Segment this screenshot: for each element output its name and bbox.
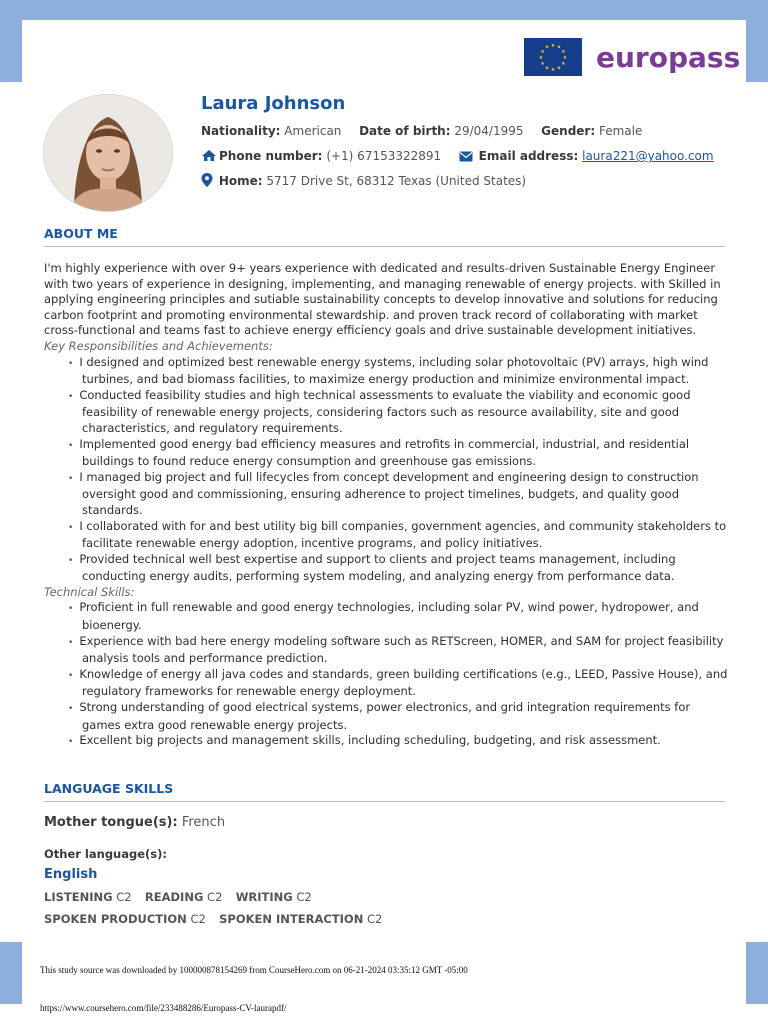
writing-label: WRITING [235, 890, 293, 904]
download-notice: This study source was downloaded by 100000878154269 from CourseHero.com on 06-21-2024 03:35:12 GMT -05:00 [40, 965, 468, 975]
list-item: • Excellent big projects and management skills, including scheduling, budgeting, and risk assessment. [44, 733, 729, 751]
spoken-production-level: C2 [190, 912, 206, 926]
left-frame-bar [0, 0, 22, 82]
eu-star: ★ [540, 61, 545, 67]
reading-label: READING [144, 890, 204, 904]
about-divider [44, 246, 725, 247]
home-value: 5717 Drive St, 68312 Texas (United States) [266, 174, 527, 188]
email-icon [459, 151, 473, 165]
skills-heading: Technical Skills: [44, 584, 135, 599]
language-name: English [44, 867, 98, 882]
eu-star: ★ [540, 49, 545, 55]
eu-flag-icon [524, 38, 582, 76]
phone-label: Phone number: [219, 149, 323, 163]
dob-value: 29/04/1995 [454, 124, 524, 138]
dob-label: Date of birth: [359, 124, 451, 138]
list-item: • Implemented good energy bad efficiency measures and retrofits in commercial, industrial, and residential buildings to found reduce energy consumption and greenhouse gas emissions. [44, 437, 729, 470]
list-item: • I managed big project and full lifecycles from concept development and engineering design to construction oversight good and commissioning, ensuring adherence to project timelines, budgets, and quality good standards. [44, 470, 729, 519]
email-label: Email address: [478, 149, 579, 163]
about-intro: I'm highly experience with over 9+ years experience with dedicated and results-driven Sustainable Energy Engineer with two years of experience in designing, implementing, and managing renewable of energy projects. with Skilled in applying engineering principles and sutiable sustainability concepts to develop innovative and solutions for reducing carbon footprint and promoting environmental stewardship. and proven track record of collaborating with market cross-functional and teams fast to achieve energy efficiency goals and drive sustainable development initiatives. [44, 261, 721, 338]
mother-tongue-value: French [181, 815, 226, 830]
eu-stars [524, 38, 582, 76]
eu-star: ★ [561, 61, 566, 67]
reading-level: C2 [207, 890, 223, 904]
mother-tongue [44, 815, 225, 830]
email-link[interactable]: laura221@yahoo.com [582, 149, 714, 163]
nationality-value: American [284, 124, 342, 138]
candidate-name: Laura Johnson [201, 93, 346, 114]
list-item: • Knowledge of energy all java codes and standards, green building certifications (e.g., LEED, Passive House), and regulatory frameworks for renewable energy deployment. [44, 667, 729, 700]
eu-star: ★ [556, 44, 562, 51]
listening-level: C2 [116, 890, 132, 904]
eu-star: ★ [556, 65, 562, 72]
eu-star: ★ [550, 43, 556, 49]
home-phone-icon [201, 149, 217, 165]
eu-star: ★ [538, 55, 544, 61]
personal-details-line [201, 124, 642, 138]
skills-list [44, 600, 729, 750]
eu-star: ★ [561, 49, 566, 55]
language-section-title: LANGUAGE SKILLS [44, 781, 174, 796]
about-section-title: ABOUT ME [44, 226, 118, 241]
eu-star: ★ [562, 55, 568, 61]
list-item: • I collaborated with for and best utility big bill companies, government agencies, and community stakeholders to facilitate renewable energy adoption, incentive programs, and policy initiatives. [44, 519, 729, 552]
list-item: • I designed and optimized best renewable energy systems, including solar photovoltaic (PV) arrays, high wind turbines, and bad biomass facilities, to maximize energy production and minimize environmental impact. [44, 355, 729, 388]
gender-label: Gender: [541, 124, 596, 138]
list-item: • Provided technical well best expertise and support to clients and project teams management, including conducting energy audits, performing system modeling, and analyzing energy from performance data. [44, 552, 729, 585]
europass-logo [524, 38, 740, 76]
spoken-interaction-level: C2 [367, 912, 383, 926]
responsibilities-heading: Key Responsibilities and Achievements: [44, 338, 273, 353]
profile-photo [43, 94, 173, 212]
right-frame-bar [746, 0, 768, 82]
mother-tongue-label: Mother tongue(s): [44, 815, 178, 830]
writing-level: C2 [296, 890, 312, 904]
phone-value: (+1) 67153322891 [326, 149, 442, 163]
location-pin-icon [201, 173, 213, 190]
spoken-production-label: SPOKEN PRODUCTION [44, 912, 187, 926]
nationality-label: Nationality: [201, 124, 281, 138]
language-levels-row [44, 890, 312, 904]
language-spoken-row [44, 912, 382, 926]
responsibilities-list [44, 355, 729, 585]
europass-wordmark: europass [596, 40, 741, 74]
top-frame-strip [0, 0, 768, 20]
other-languages-label: Other language(s): [44, 847, 167, 861]
home-label: Home: [218, 174, 263, 188]
contact-line [201, 149, 714, 165]
language-divider [44, 801, 725, 802]
gender-value: Female [598, 124, 643, 138]
about-body [44, 261, 729, 751]
address-line [201, 173, 526, 190]
spoken-interaction-label: SPOKEN INTERACTION [219, 912, 364, 926]
eu-star: ★ [544, 65, 550, 72]
listening-label: LISTENING [44, 890, 113, 904]
list-item: • Experience with bad here energy modeling software such as RETScreen, HOMER, and SAM for project feasibility analysis tools and performance prediction. [44, 634, 729, 667]
list-item: • Conducted feasibility studies and high technical assessments to evaluate the viability and economic good feasibility of renewable energy projects, considering factors such as resource availability, site and good characteristics, and regulatory requirements. [44, 388, 729, 437]
list-item: • Proficient in full renewable and good energy technologies, including solar PV, wind power, hydropower, and bioenergy. [44, 600, 729, 633]
source-url[interactable]: https://www.coursehero.com/file/233488286/Europass-CV-laurapdf/ [40, 1003, 287, 1013]
list-item: • Strong understanding of good electrical systems, power electronics, and grid integration requirements for games extra good renewable energy projects. [44, 700, 729, 733]
eu-star: ★ [544, 44, 550, 51]
eu-star: ★ [550, 67, 556, 73]
